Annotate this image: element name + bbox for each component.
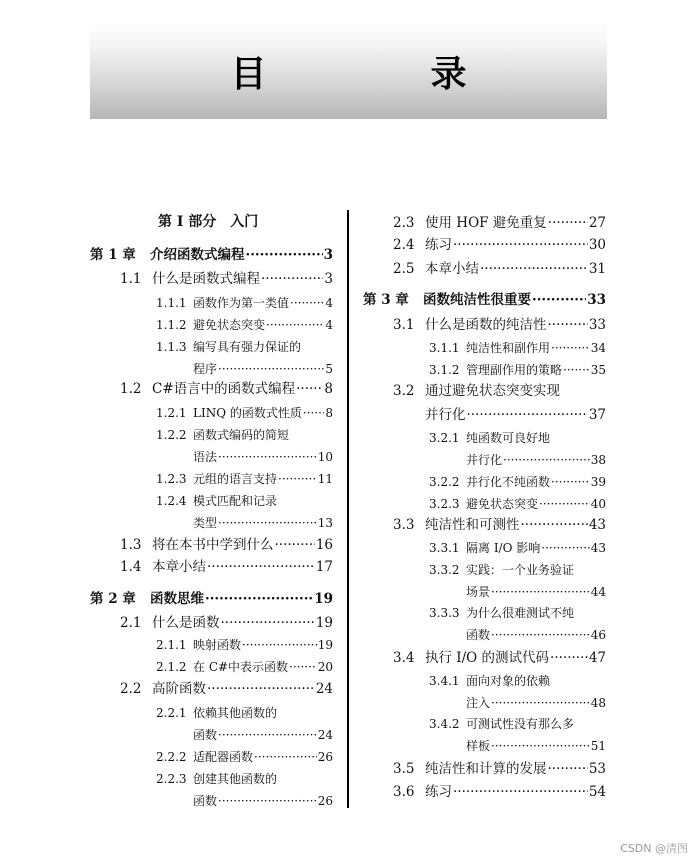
- toc-entry: [429, 472, 606, 492]
- toc-leader: [491, 693, 590, 713]
- toc-entry: [429, 582, 606, 602]
- toc-page-number: 4: [325, 296, 333, 310]
- toc-entry: [393, 213, 606, 233]
- toc-leader: [303, 403, 324, 423]
- toc-entry: [429, 693, 606, 713]
- toc-page-number: 3: [323, 247, 333, 263]
- toc-page-number: 3: [324, 271, 333, 287]
- toc-page-number: 53: [588, 761, 606, 777]
- toc-entry: [393, 782, 606, 802]
- toc-entry: [90, 589, 333, 609]
- toc-number: 3.3: [393, 517, 415, 533]
- toc-number: 3.2.2: [429, 475, 460, 489]
- toc-entry: [429, 714, 606, 734]
- toc-number: 1.4: [120, 559, 142, 575]
- toc-page-number: 20: [317, 660, 333, 674]
- toc-title: 语法: [193, 450, 218, 464]
- toc-entry: [120, 269, 333, 289]
- toc-title: 模式匹配和记录: [193, 494, 278, 508]
- toc-page-number: 43: [590, 541, 606, 555]
- toc-page-number: 4: [325, 318, 333, 332]
- toc-leader: [491, 582, 590, 602]
- toc-leader: [532, 290, 586, 310]
- toc-entry: [429, 671, 606, 691]
- toc-leader: [205, 589, 313, 609]
- toc-page-number: 31: [588, 261, 606, 277]
- toc-entry: [156, 747, 333, 767]
- toc-title: 并行化: [466, 453, 503, 467]
- toc-leader: [296, 379, 323, 399]
- toc-leader: [218, 791, 317, 811]
- toc-entry: [393, 235, 606, 255]
- toc-page-number: 11: [317, 472, 333, 486]
- toc-number: 3.3.3: [429, 606, 460, 620]
- toc-title: 什么是函数: [152, 615, 220, 631]
- toc-leader: [453, 235, 588, 255]
- toc-entry: [429, 625, 606, 645]
- toc-leader: [246, 245, 323, 265]
- toc-page-number: 5: [325, 362, 333, 376]
- toc-leader: [289, 657, 317, 677]
- toc-entry: [429, 736, 606, 756]
- toc-leader: [290, 293, 324, 313]
- toc-title: 函数式编码的简短: [193, 428, 290, 442]
- toc-leader: [218, 513, 317, 533]
- toc-title: 元组的语言支持: [193, 472, 278, 486]
- toc-entry: [120, 379, 333, 399]
- toc-leader: [207, 679, 315, 699]
- toc-title: 映射函数: [193, 638, 242, 652]
- toc-leader: [550, 648, 588, 668]
- toc-page-number: 17: [315, 559, 333, 575]
- toc-title: 函数: [193, 728, 218, 742]
- toc-entry: [156, 769, 333, 789]
- toc-entry: [156, 447, 333, 467]
- toc-leader: [541, 538, 589, 558]
- toc-number: 2.1.2: [156, 660, 187, 674]
- toc-leader: [275, 535, 315, 555]
- toc-page-number: 10: [317, 450, 333, 464]
- toc-page-number: 19: [314, 591, 333, 607]
- toc-number: 1.2.3: [156, 472, 187, 486]
- toc-title: 编写具有强力保证的: [193, 340, 302, 354]
- toc-title: 函数纯洁性很重要: [423, 292, 531, 308]
- toc-number: 2.2.1: [156, 706, 187, 720]
- toc-page-number: 19: [315, 615, 333, 631]
- toc-entry: [120, 557, 333, 577]
- toc-entry: [156, 491, 333, 511]
- toc-page-number: 24: [317, 728, 333, 742]
- toc-entry: [156, 469, 333, 489]
- toc-leader: [218, 359, 324, 379]
- toc-leader: [254, 747, 317, 767]
- watermark: CSDN @清图: [620, 842, 688, 855]
- toc-entry: [429, 360, 606, 380]
- toc-page-number: 19: [317, 638, 333, 652]
- toc-leader: [266, 315, 324, 335]
- toc-title: 函数: [193, 794, 218, 808]
- toc-title: LINQ 的函数式性质: [193, 406, 302, 420]
- toc-leader: [551, 338, 590, 358]
- toc-title: 函数作为第一类值: [193, 296, 290, 310]
- toc-title: 隔离 I/O 影响: [466, 541, 541, 555]
- toc-leader: [467, 405, 588, 425]
- toc-page-number: 39: [590, 475, 606, 489]
- toc-title: 函数思维: [150, 591, 204, 607]
- toc-title: 使用 HOF 避免重复: [425, 215, 547, 231]
- toc-number: 2.1: [120, 615, 142, 631]
- toc-entry: [156, 703, 333, 723]
- toc-entry: [156, 359, 333, 379]
- title-banner: [90, 22, 607, 119]
- toc-entry: [156, 315, 333, 335]
- toc-title: 样板: [466, 739, 491, 753]
- toc-entry: [156, 791, 333, 811]
- toc-page-number: 47: [588, 650, 606, 666]
- toc-title: 注入: [466, 696, 491, 710]
- toc-page-number: 46: [590, 628, 606, 642]
- toc-entry: [429, 338, 606, 358]
- toc-page-number: 38: [590, 453, 606, 467]
- toc-leader: [261, 269, 323, 289]
- page-title: 目 录: [230, 54, 531, 95]
- toc-title: 并行化不纯函数: [466, 475, 551, 489]
- toc-entry: [156, 635, 333, 655]
- toc-number: 3.2.3: [429, 497, 460, 511]
- toc-title: 面向对象的依赖: [466, 674, 551, 688]
- toc-title: 函数: [466, 628, 491, 642]
- toc-title: 场景: [466, 585, 491, 599]
- toc-title: 避免状态突变: [193, 318, 266, 332]
- toc-entry: [393, 759, 606, 779]
- toc-number: 3.1: [393, 317, 415, 333]
- toc-entry: [429, 538, 606, 558]
- toc-title: 在 C#中表示函数: [193, 660, 289, 674]
- toc-leader: [491, 736, 590, 756]
- toc-title: 并行化: [425, 407, 466, 423]
- toc-page-number: 30: [588, 237, 606, 253]
- toc-page-number: 51: [590, 739, 606, 753]
- toc-leader: [563, 360, 590, 380]
- toc-page-number: 37: [588, 407, 606, 423]
- toc-number: 1.2: [120, 381, 142, 397]
- toc-title: 依赖其他函数的: [193, 706, 278, 720]
- toc-number: 2.1.1: [156, 638, 187, 652]
- toc-page-number: 26: [317, 750, 333, 764]
- toc-leader: [218, 725, 317, 745]
- toc-page-number: 8: [325, 406, 333, 420]
- toc-number: 3.1.1: [429, 341, 460, 355]
- toc-title: 避免状态突变: [466, 497, 539, 511]
- toc-title: C#语言中的函数式编程: [152, 381, 296, 397]
- toc-page-number: 35: [590, 363, 606, 377]
- toc-title: 适配器函数: [193, 750, 254, 764]
- toc-number: 第 3 章: [363, 292, 409, 308]
- toc-entry: [393, 381, 606, 401]
- toc-leader: [242, 635, 317, 655]
- toc-title: 介绍函数式编程: [150, 247, 245, 263]
- toc-entry: [393, 405, 606, 425]
- toc-leader: [221, 613, 315, 633]
- toc-title: 程序: [193, 362, 218, 376]
- toc-title: 创建其他函数的: [193, 772, 278, 786]
- column-divider: [347, 210, 349, 808]
- toc-title: 纯洁性和计算的发展: [425, 761, 547, 777]
- toc-page-number: 33: [588, 317, 606, 333]
- toc-number: 3.6: [393, 784, 415, 800]
- toc-number: 1.3: [120, 537, 142, 553]
- toc-title: 执行 I/O 的测试代码: [425, 650, 550, 666]
- toc-page-number: 24: [315, 681, 333, 697]
- toc-entry: [429, 603, 606, 623]
- toc-page-number: 26: [317, 794, 333, 808]
- toc-page-number: 34: [590, 341, 606, 355]
- toc-page-number: 33: [587, 292, 606, 308]
- toc-leader: [548, 315, 588, 335]
- toc-title: 将在本书中学到什么: [152, 537, 274, 553]
- toc-entry: [156, 293, 333, 313]
- toc-number: 1.1.3: [156, 340, 187, 354]
- toc-entry: [393, 515, 606, 535]
- toc-title: 练习: [425, 784, 452, 800]
- toc-leader: [548, 759, 588, 779]
- toc-entry: [429, 494, 606, 514]
- toc-number: 2.4: [393, 237, 415, 253]
- toc-entry: [156, 425, 333, 445]
- toc-title: 纯洁性和可测性: [425, 517, 520, 533]
- toc-entry: [156, 403, 333, 423]
- toc-number: 2.3: [393, 215, 415, 231]
- toc-leader: [207, 557, 315, 577]
- toc-number: 2.2.3: [156, 772, 187, 786]
- toc-number: 第 2 章: [90, 591, 136, 607]
- toc-page-number: 43: [588, 517, 606, 533]
- toc-entry: [429, 560, 606, 580]
- toc-entry: [393, 259, 606, 279]
- part-heading: 第 I 部分 入门: [158, 214, 259, 230]
- toc-number: 1.1: [120, 271, 142, 287]
- toc-leader: [278, 469, 317, 489]
- toc-number: 2.5: [393, 261, 415, 277]
- toc-entry: [90, 245, 333, 265]
- toc-title: 可测试性没有那么多: [466, 717, 575, 731]
- toc-title: 类型: [193, 516, 218, 530]
- toc-title: 练习: [425, 237, 452, 253]
- toc-page-number: 48: [590, 696, 606, 710]
- toc-number: 3.2: [393, 383, 415, 399]
- toc-leader: [480, 259, 588, 279]
- toc-entry: [120, 679, 333, 699]
- toc-number: 3.3.1: [429, 541, 460, 555]
- toc-number: 3.3.2: [429, 563, 460, 577]
- toc-title: 管理副作用的策略: [466, 363, 563, 377]
- toc-page-number: 16: [315, 537, 333, 553]
- toc-page-number: 13: [317, 516, 333, 530]
- toc-number: 3.1.2: [429, 363, 460, 377]
- toc-title: 什么是函数式编程: [152, 271, 260, 287]
- toc-number: 3.5: [393, 761, 415, 777]
- toc-number: 3.4.2: [429, 717, 460, 731]
- toc-leader: [218, 447, 317, 467]
- toc-leader: [521, 515, 588, 535]
- toc-number: 1.2.2: [156, 428, 187, 442]
- toc-title: 本章小结: [425, 261, 479, 277]
- toc-entry: [156, 657, 333, 677]
- toc-number: 1.2.4: [156, 494, 187, 508]
- toc-leader: [539, 494, 590, 514]
- toc-title: 纯函数可良好地: [466, 431, 551, 445]
- toc-leader: [548, 213, 588, 233]
- toc-entry: [156, 725, 333, 745]
- toc-number: 3.4: [393, 650, 415, 666]
- toc-leader: [491, 625, 590, 645]
- toc-page-number: 44: [590, 585, 606, 599]
- toc-title: 什么是函数的纯洁性: [425, 317, 547, 333]
- toc-number: 1.2.1: [156, 406, 187, 420]
- toc-number: 2.2.2: [156, 750, 187, 764]
- toc-entry: [393, 315, 606, 335]
- toc-leader: [503, 450, 590, 470]
- toc-entry: [429, 428, 606, 448]
- toc-entry: [120, 613, 333, 633]
- toc-number: 3.2.1: [429, 431, 460, 445]
- toc-number: 1.1.2: [156, 318, 187, 332]
- toc-entry: [393, 648, 606, 668]
- toc-number: 第 1 章: [90, 247, 136, 263]
- toc-title: 纯洁性和副作用: [466, 341, 551, 355]
- toc-title: 为什么很难测试不纯: [466, 606, 575, 620]
- toc-number: 1.1.1: [156, 296, 187, 310]
- toc-entry: [120, 535, 333, 555]
- toc-number: 3.4.1: [429, 674, 460, 688]
- toc-entry: [429, 450, 606, 470]
- toc-page-number: 27: [588, 215, 606, 231]
- toc-leader: [453, 782, 588, 802]
- toc-entry: [156, 513, 333, 533]
- toc-leader: [551, 472, 590, 492]
- toc-title: 通过避免状态突变实现: [425, 383, 560, 399]
- toc-title: 实践：一个业务验证: [466, 563, 575, 577]
- toc-page-number: 8: [324, 381, 333, 397]
- toc-number: 2.2: [120, 681, 142, 697]
- toc-page-number: 54: [588, 784, 606, 800]
- toc-entry: [156, 337, 333, 357]
- toc-entry: [363, 290, 606, 310]
- toc-page-number: 40: [590, 497, 606, 511]
- toc-title: 高阶函数: [152, 681, 206, 697]
- toc-title: 本章小结: [152, 559, 206, 575]
